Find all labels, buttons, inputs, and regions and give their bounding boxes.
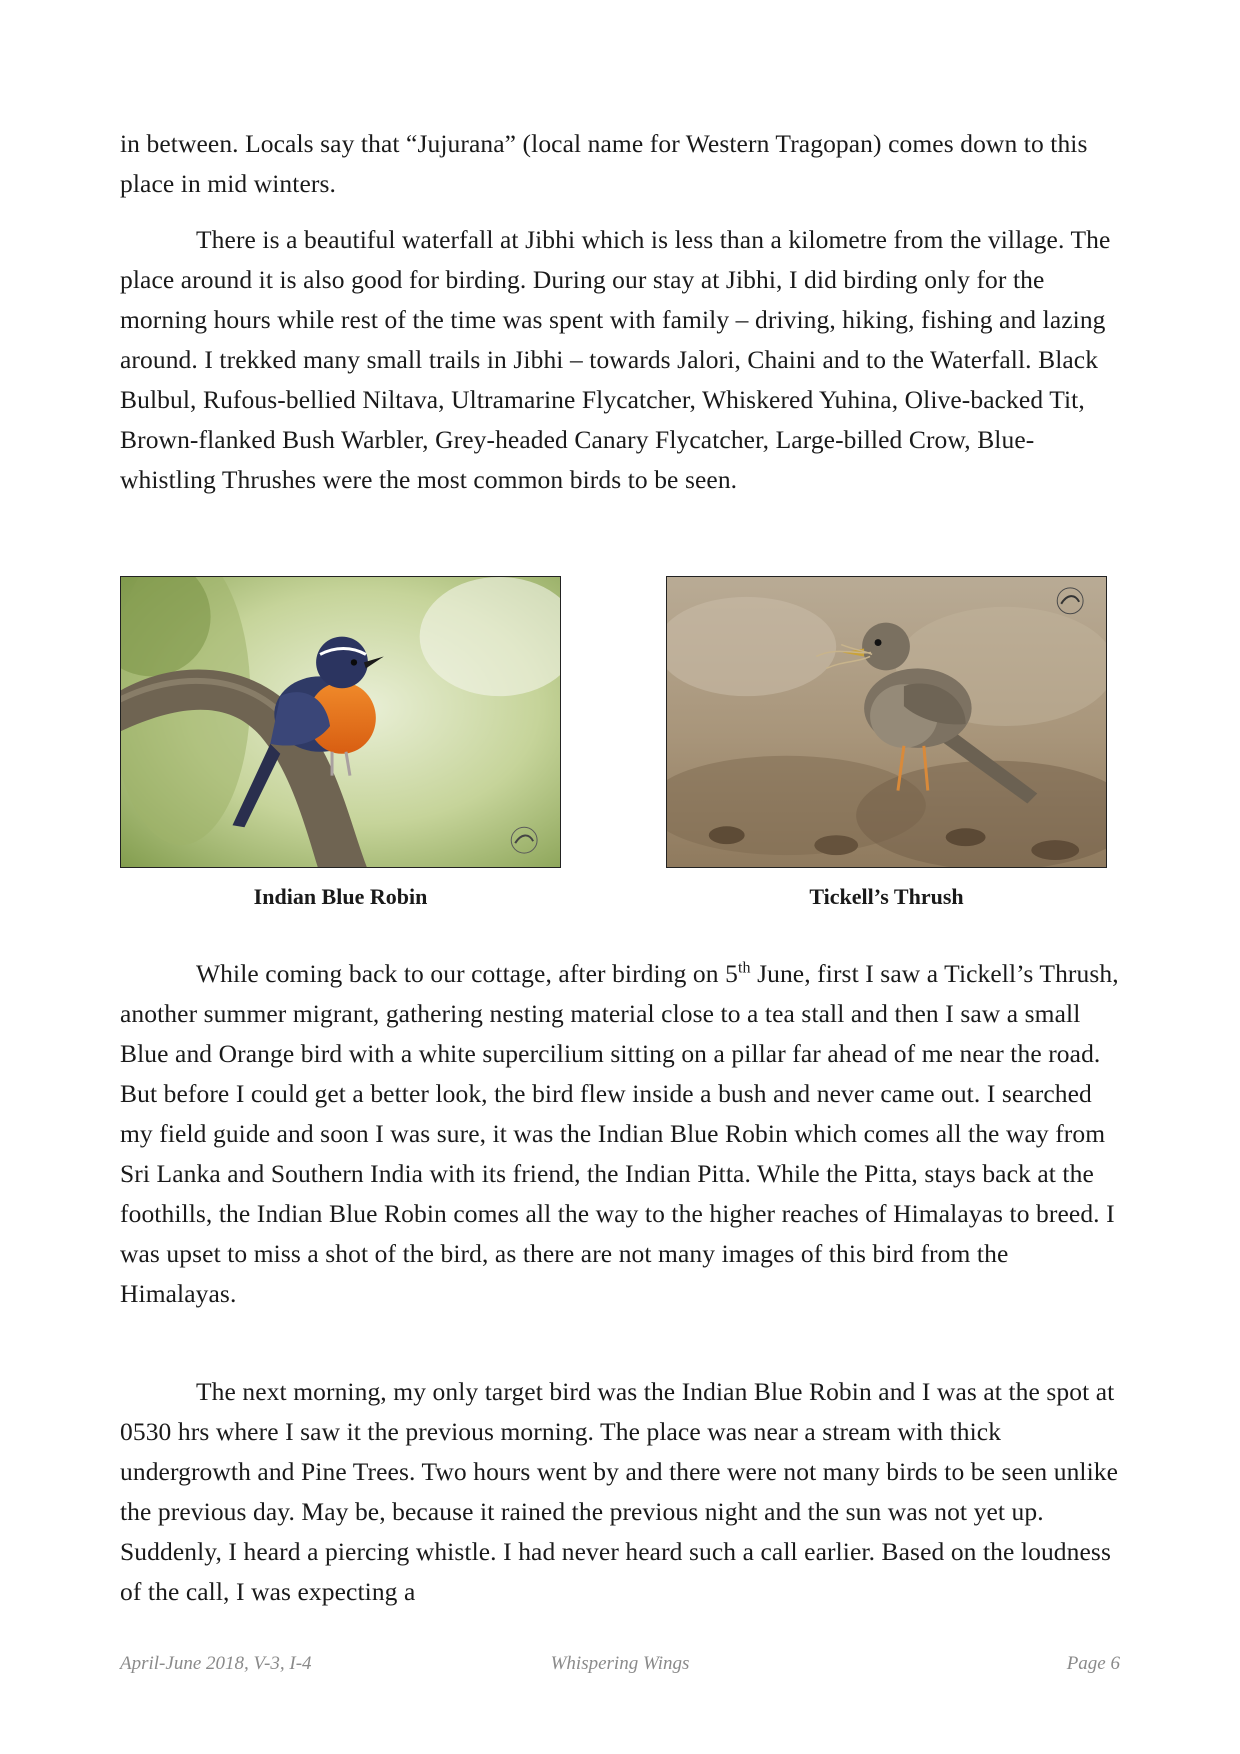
ordinal-superscript: th	[737, 959, 751, 977]
photo-indian-blue-robin	[120, 576, 561, 868]
paragraph-text-part: While coming back to our cottage, after birding on 5	[196, 959, 738, 988]
caption-tickells-thrush: Tickell’s Thrush	[809, 884, 964, 909]
caption-indian-blue-robin: Indian Blue Robin	[253, 884, 428, 909]
footer-issue: April-June 2018, V-3, I-4	[120, 1653, 312, 1674]
photo-tickells-thrush	[666, 576, 1107, 868]
footer-page-number: Page 6	[1066, 1653, 1120, 1674]
paragraph-next-morning: The next morning, my only target bird was the Indian Blue Robin and I was at the spot at 0530 hrs where I saw it the previous morning. The place was near a stream with thick undergrowth and Pine Trees. Two hours went by and there were not many birds to be seen unlike the previous day. May be, because it rained the previous night and the sun was not yet up. Suddenly, I heard a piercing whistle. I had never heard such a call earlier. Based on the loudness of the call, I was expecting a	[120, 1377, 1119, 1606]
paragraph-text-part: June, first I saw a Tickell’s Thrush, another summer migrant, gathering nesting material close to a tea stall and then I saw a small Blue and Orange bird with a white supercilium sitting on a pillar far ahead of me near the road. But before I could get a better look, the bird flew inside a bush and never came out. I searched my field guide and soon I was sure, it was the Indian Blue Robin which comes all the way from Sri Lanka and Southern India with its friend, the Indian Pitta. While the Pitta, stays back at the foothills, the Indian Blue Robin comes all the way to the higher reaches of Himalayas to breed. I was upset to miss a shot of the bird, as there are not many images of this bird from the Himalayas.	[120, 959, 1119, 1308]
paragraph-indian-blue-robin-sighting	[120, 954, 1120, 1314]
paragraph-waterfall: There is a beautiful waterfall at Jibhi which is less than a kilometre from the village. The place around it is also good for birding. During our stay at Jibhi, I did birding only for the morning hours while rest of the time was spent with family – driving, hiking, fishing and lazing around. I trekked many small trails in Jibhi – towards Jalori, Chaini and to the Waterfall. Black Bulbul, Rufous-bellied Niltava, Ultramarine Flycatcher, Whiskered Yuhina, Olive-backed Tit, Brown-flanked Bush Warbler, Grey-headed Canary Flycatcher, Large-billed Crow, Blue-whistling Thrushes were the most common birds to be seen.	[120, 225, 1111, 494]
paragraph-jujurana: in between. Locals say that “Jujurana” (local name for Western Tragopan) comes down to this place in mid winters.	[120, 129, 1088, 198]
footer-magazine: Whispering Wings	[550, 1653, 690, 1674]
